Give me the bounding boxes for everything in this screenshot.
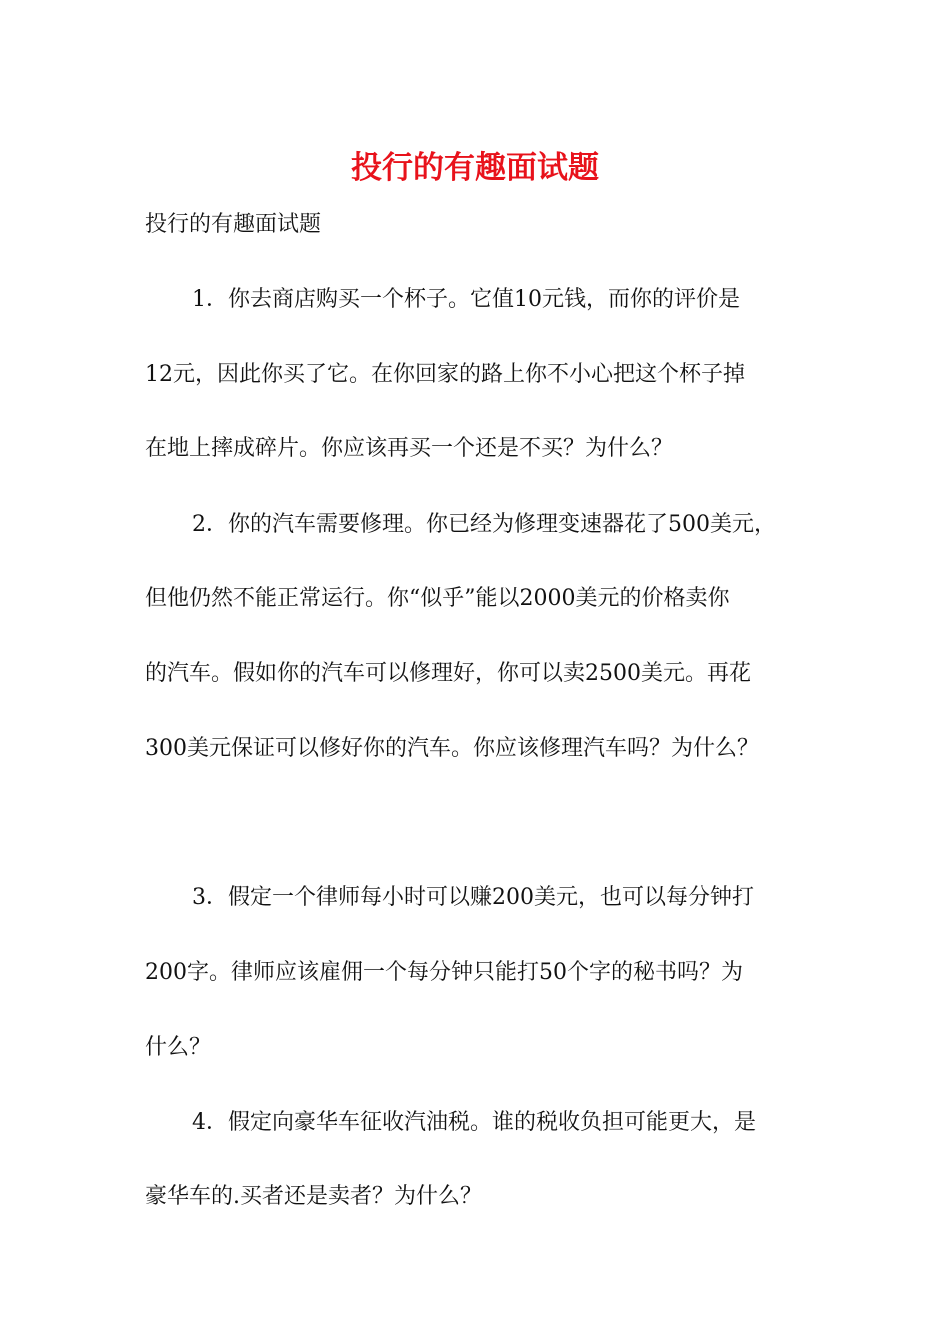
question-1-line-3: 在地上摔成碎片。你应该再买一个还是不买？为什么？ bbox=[145, 436, 674, 461]
question-2-line-2: 但他仍然不能正常运行。你“似乎”能以2000美元的价格卖你 bbox=[145, 586, 730, 611]
question-2-line-4: 300美元保证可以修好你的汽车。你应该修理汽车吗？为什么？ bbox=[145, 736, 759, 761]
question-3-line-2: 200字。律师应该雇佣一个每分钟只能打50个字的秘书吗？为 bbox=[145, 960, 743, 985]
page-title: 投行的有趣面试题 bbox=[351, 150, 599, 186]
question-1-line-1: 1．你去商店购买一个杯子。它值10元钱，而你的评价是 bbox=[192, 287, 740, 312]
question-2-line-1: 2．你的汽车需要修理。你已经为修理变速器花了500美元， bbox=[192, 512, 776, 537]
question-4-line-2: 豪华车的.买者还是卖者？为什么？ bbox=[145, 1184, 482, 1209]
document-subtitle: 投行的有趣面试题 bbox=[145, 212, 322, 237]
question-2-line-3: 的汽车。假如你的汽车可以修理好，你可以卖2500美元。再花 bbox=[145, 661, 751, 686]
question-3-line-3: 什么？ bbox=[145, 1035, 212, 1060]
question-3-line-1: 3．假定一个律师每小时可以赚200美元，也可以每分钟打 bbox=[192, 885, 754, 910]
question-4-line-1: 4．假定向豪华车征收汽油税。谁的税收负担可能更大，是 bbox=[192, 1110, 756, 1135]
question-1-line-2: 12元，因此你买了它。在你回家的路上你不小心把这个杯子掉 bbox=[145, 362, 745, 387]
